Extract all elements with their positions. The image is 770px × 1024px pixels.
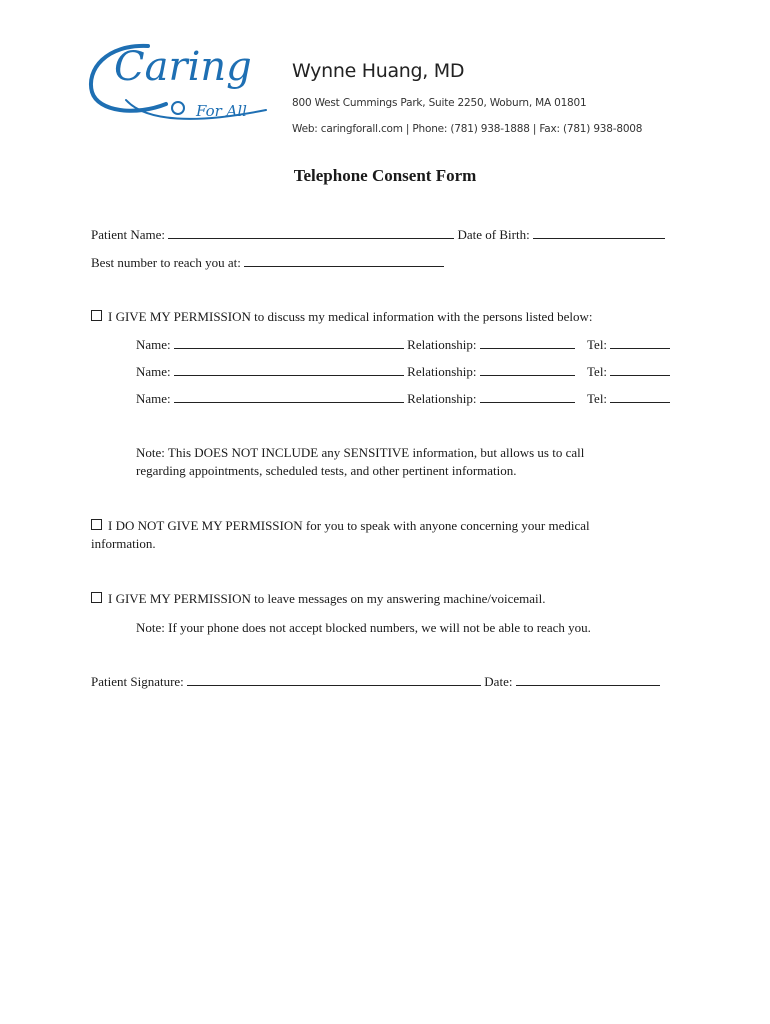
doctor-name: Wynne Huang, MD — [292, 60, 465, 82]
person-relationship-field[interactable] — [480, 391, 575, 403]
person-row — [136, 337, 670, 353]
person-relationship-label: Relationship: — [407, 364, 477, 379]
person-row — [136, 391, 670, 407]
sensitive-info-note-line-2: regarding appointments, scheduled tests, and other pertinent information. — [136, 463, 517, 478]
dob-field[interactable] — [533, 227, 665, 239]
person-relationship-label: Relationship: — [407, 337, 477, 352]
logo-sub-text: For All — [196, 102, 247, 120]
person-tel-label: Tel: — [587, 391, 608, 406]
clinic-contact-line: Web: caringforall.com | Phone: (781) 938-1888 | Fax: (781) 938-8008 — [292, 123, 643, 135]
person-relationship-label: Relationship: — [407, 391, 477, 406]
voicemail-permission-caps: I GIVE MY PERMISSION — [108, 591, 251, 606]
person-name-field[interactable] — [174, 337, 404, 349]
signature-field[interactable] — [187, 674, 481, 686]
form-title: Telephone Consent Form — [293, 166, 477, 185]
person-name-field[interactable] — [174, 391, 404, 403]
signature-row — [91, 674, 660, 690]
person-tel-label: Tel: — [587, 337, 608, 352]
voicemail-permission-checkbox[interactable] — [91, 592, 102, 603]
blocked-numbers-note: Note: If your phone does not accept blocked numbers, we will not be able to reach you. — [136, 620, 591, 635]
no-permission-checkbox[interactable] — [91, 519, 102, 530]
signature-date-field[interactable] — [516, 674, 660, 686]
permission-discuss-option — [91, 309, 592, 325]
permission-discuss-checkbox[interactable] — [91, 310, 102, 321]
permission-discuss-text: to discuss my medical information with the persons listed below: — [254, 309, 593, 324]
patient-name-label: Patient Name: — [91, 227, 166, 242]
person-relationship-field[interactable] — [480, 364, 575, 376]
person-tel-field[interactable] — [610, 364, 670, 376]
no-permission-caps: I DO NOT GIVE MY PERMISSION — [108, 518, 303, 533]
logo-main-text: Caring — [114, 44, 252, 90]
patient-info-row — [91, 227, 665, 243]
signature-label: Patient Signature: — [91, 674, 184, 689]
caring-for-all-logo — [86, 40, 286, 132]
person-relationship-field[interactable] — [480, 337, 575, 349]
voicemail-permission-option — [91, 591, 545, 607]
person-tel-label: Tel: — [587, 364, 608, 379]
clinic-address: 800 West Cummings Park, Suite 2250, Woburn, MA 01801 — [292, 97, 587, 109]
person-tel-field[interactable] — [610, 391, 670, 403]
permission-discuss-caps: I GIVE MY PERMISSION — [108, 309, 251, 324]
signature-date-label: Date: — [484, 674, 513, 689]
best-number-field[interactable] — [244, 255, 444, 267]
best-number-label: Best number to reach you at: — [91, 255, 241, 270]
person-row — [136, 364, 670, 380]
no-permission-continuation: information. — [91, 536, 156, 551]
no-permission-option — [91, 518, 590, 534]
no-permission-text: for you to speak with anyone concerning your medical — [305, 518, 590, 533]
best-number-row — [91, 255, 444, 271]
patient-name-field[interactable] — [168, 227, 454, 239]
person-name-label: Name: — [136, 337, 171, 352]
voicemail-permission-text: to leave messages on my answering machine/voicemail. — [254, 591, 546, 606]
dob-label: Date of Birth: — [457, 227, 530, 242]
person-name-label: Name: — [136, 391, 171, 406]
sensitive-info-note-line-1: Note: This DOES NOT INCLUDE any SENSITIVE information, but allows us to call — [136, 445, 585, 460]
person-name-field[interactable] — [174, 364, 404, 376]
person-tel-field[interactable] — [610, 337, 670, 349]
person-name-label: Name: — [136, 364, 171, 379]
